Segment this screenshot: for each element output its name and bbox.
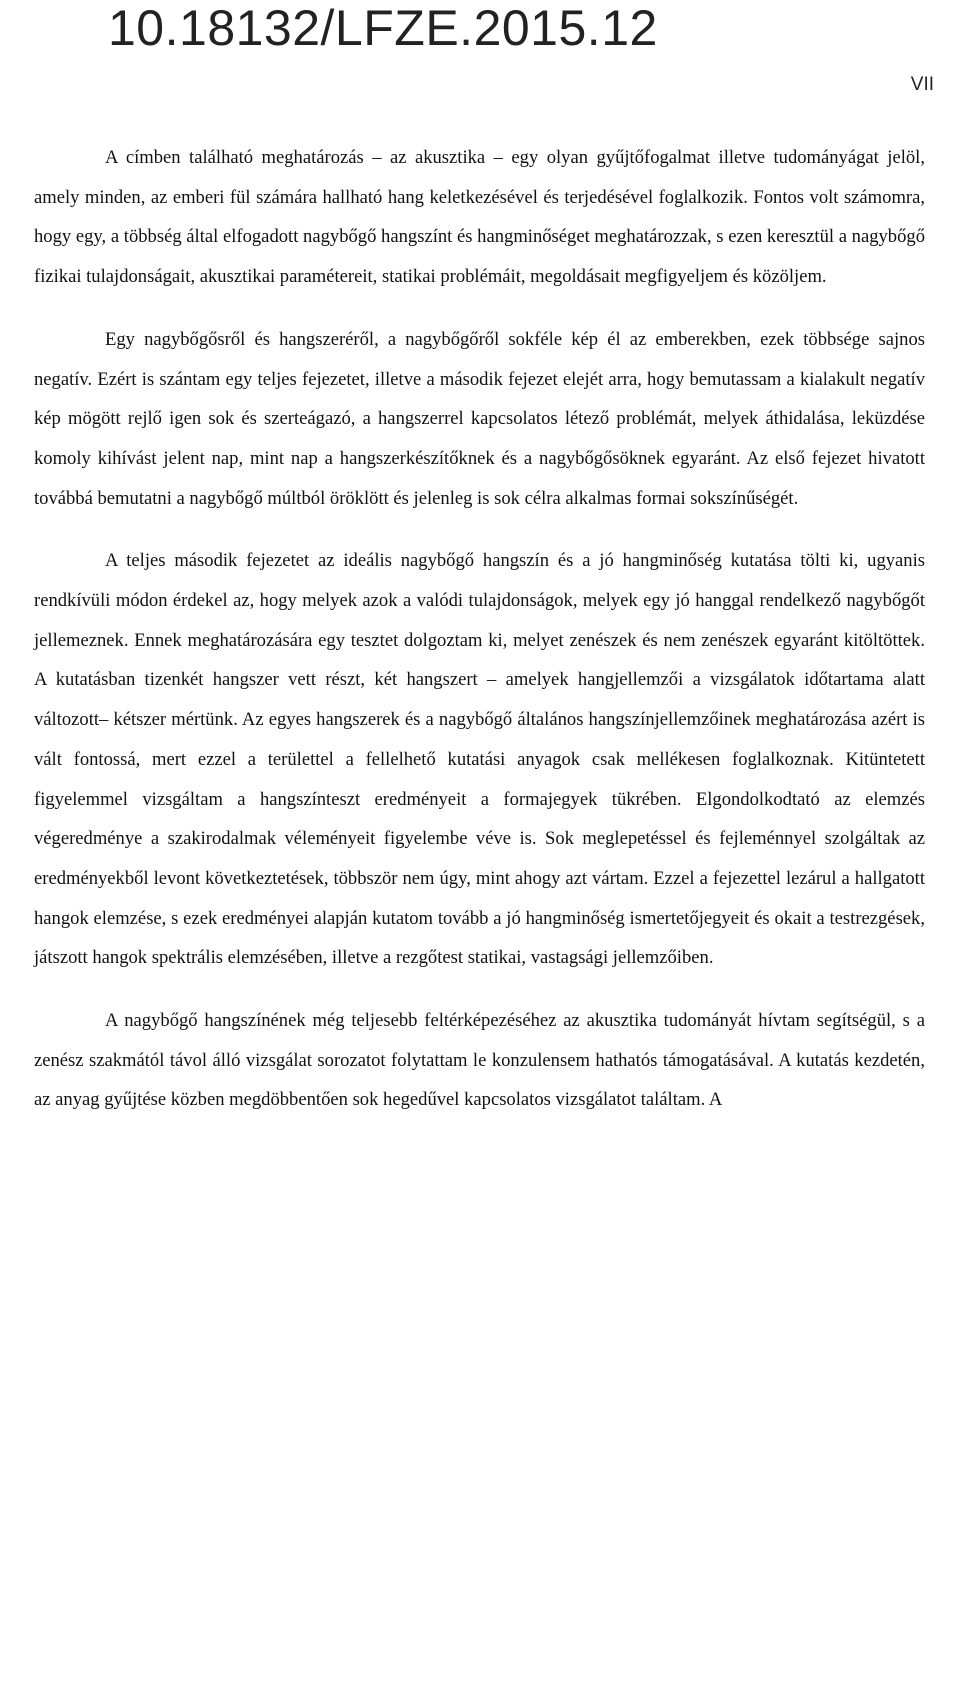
paragraph-1: A címben található meghatározás – az akusztika – egy olyan gyűjtőfogalmat illetve tudományágat jelöl, amely minden, az emberi fül számára hallható hang keletkezésével és terjedésével foglalkozik. Fontos volt számomra, hogy egy, a többség által elfogadott nagybőgő hangszínt és hangminőséget meghatározzak, s ezen keresztül a nagybőgő fizikai tulajdonságait, akusztikai paramétereit, statikai problémáit, megoldásait megfigyeljem és közöljem. [34,147,925,288]
paragraph-3: A teljes második fejezetet az ideális nagybőgő hangszín és a jó hangminőség kutatása tölti ki, ugyanis rendkívüli módon érdekel az, hogy melyek azok a valódi tulajdonságok, melyek egy jó hanggal rendelkező nagybőgőt jellemeznek. Ennek meghatározására egy tesztet dolgoztam ki, melyet zenészek és nem zenészek egyaránt kitöltöttek. A kutatásban tizenkét hangszer vett részt, két hangszert – amelyek hangjellemzői a vizsgálatok időtartama alatt változott– kétszer mértünk. Az egyes hangszerek és a nagybőgő általános hangszínjellemzőinek meghatározása azért is vált fontossá, mert ezzel a területtel a fellelhető kutatási anyagok csak mellékesen foglalkoznak. Kitüntetett figyelemmel vizsgáltam a hangszínteszt eredményeit a formajegyek tükrében. Elgondolkodtató az elemzés végeredménye a szakirodalmak véleményeit figyelembe véve is. Sok meglepetéssel és fejleménnyel szolgáltak az eredményekből levont következtetések, többször nem úgy, mint ahogy azt vártam. Ezzel a fejezettel lezárul a hallgatott hangok elemzése, s ezek eredményei alapján kutatom tovább a jó hangminőség ismertetőjegyeit és okait a testrezgések, játszott hangok spektrális elemzésében, illetve a rezgőtest statikai, vastagsági jellemzőiben. [34,550,925,969]
paragraph-4: A nagybőgő hangszínének még teljesebb feltérképezéséhez az akusztika tudományát hívtam segítségül, s a zenész szakmától távol álló vizsgálat sorozatot folytattam le konzulensem hathatós támogatásával. A kutatás kezdetén, az anyag gyűjtése közben megdöbbentően sok hegedűvel kapcsolatos vizsgálatot találtam. A [34,1010,925,1111]
doi-header: 10.18132/LFZE.2015.12 [108,0,658,56]
paragraph-2: Egy nagybőgősről és hangszeréről, a nagybőgőről sokféle kép él az emberekben, ezek többsége sajnos negatív. Ezért is szántam egy teljes fejezetet, illetve a második fejezet elejét arra, hogy bemutassam a kialakult negatív kép mögött rejlő igen sok és szerteágazó, a hangszerrel kapcsolatos létező problémát, melyek áthidalása, leküzdése komoly kihívást jelent nap, mint nap a hangszerkészítőknek és a nagybőgősöknek egyaránt. Az első fejezet hivatott továbbá bemutatni a nagybőgő múltból öröklött és jelenleg is sok célra alkalmas formai sokszínűségét. [34,328,925,509]
document-body [34,138,925,1143]
page-number: VII [910,74,934,95]
